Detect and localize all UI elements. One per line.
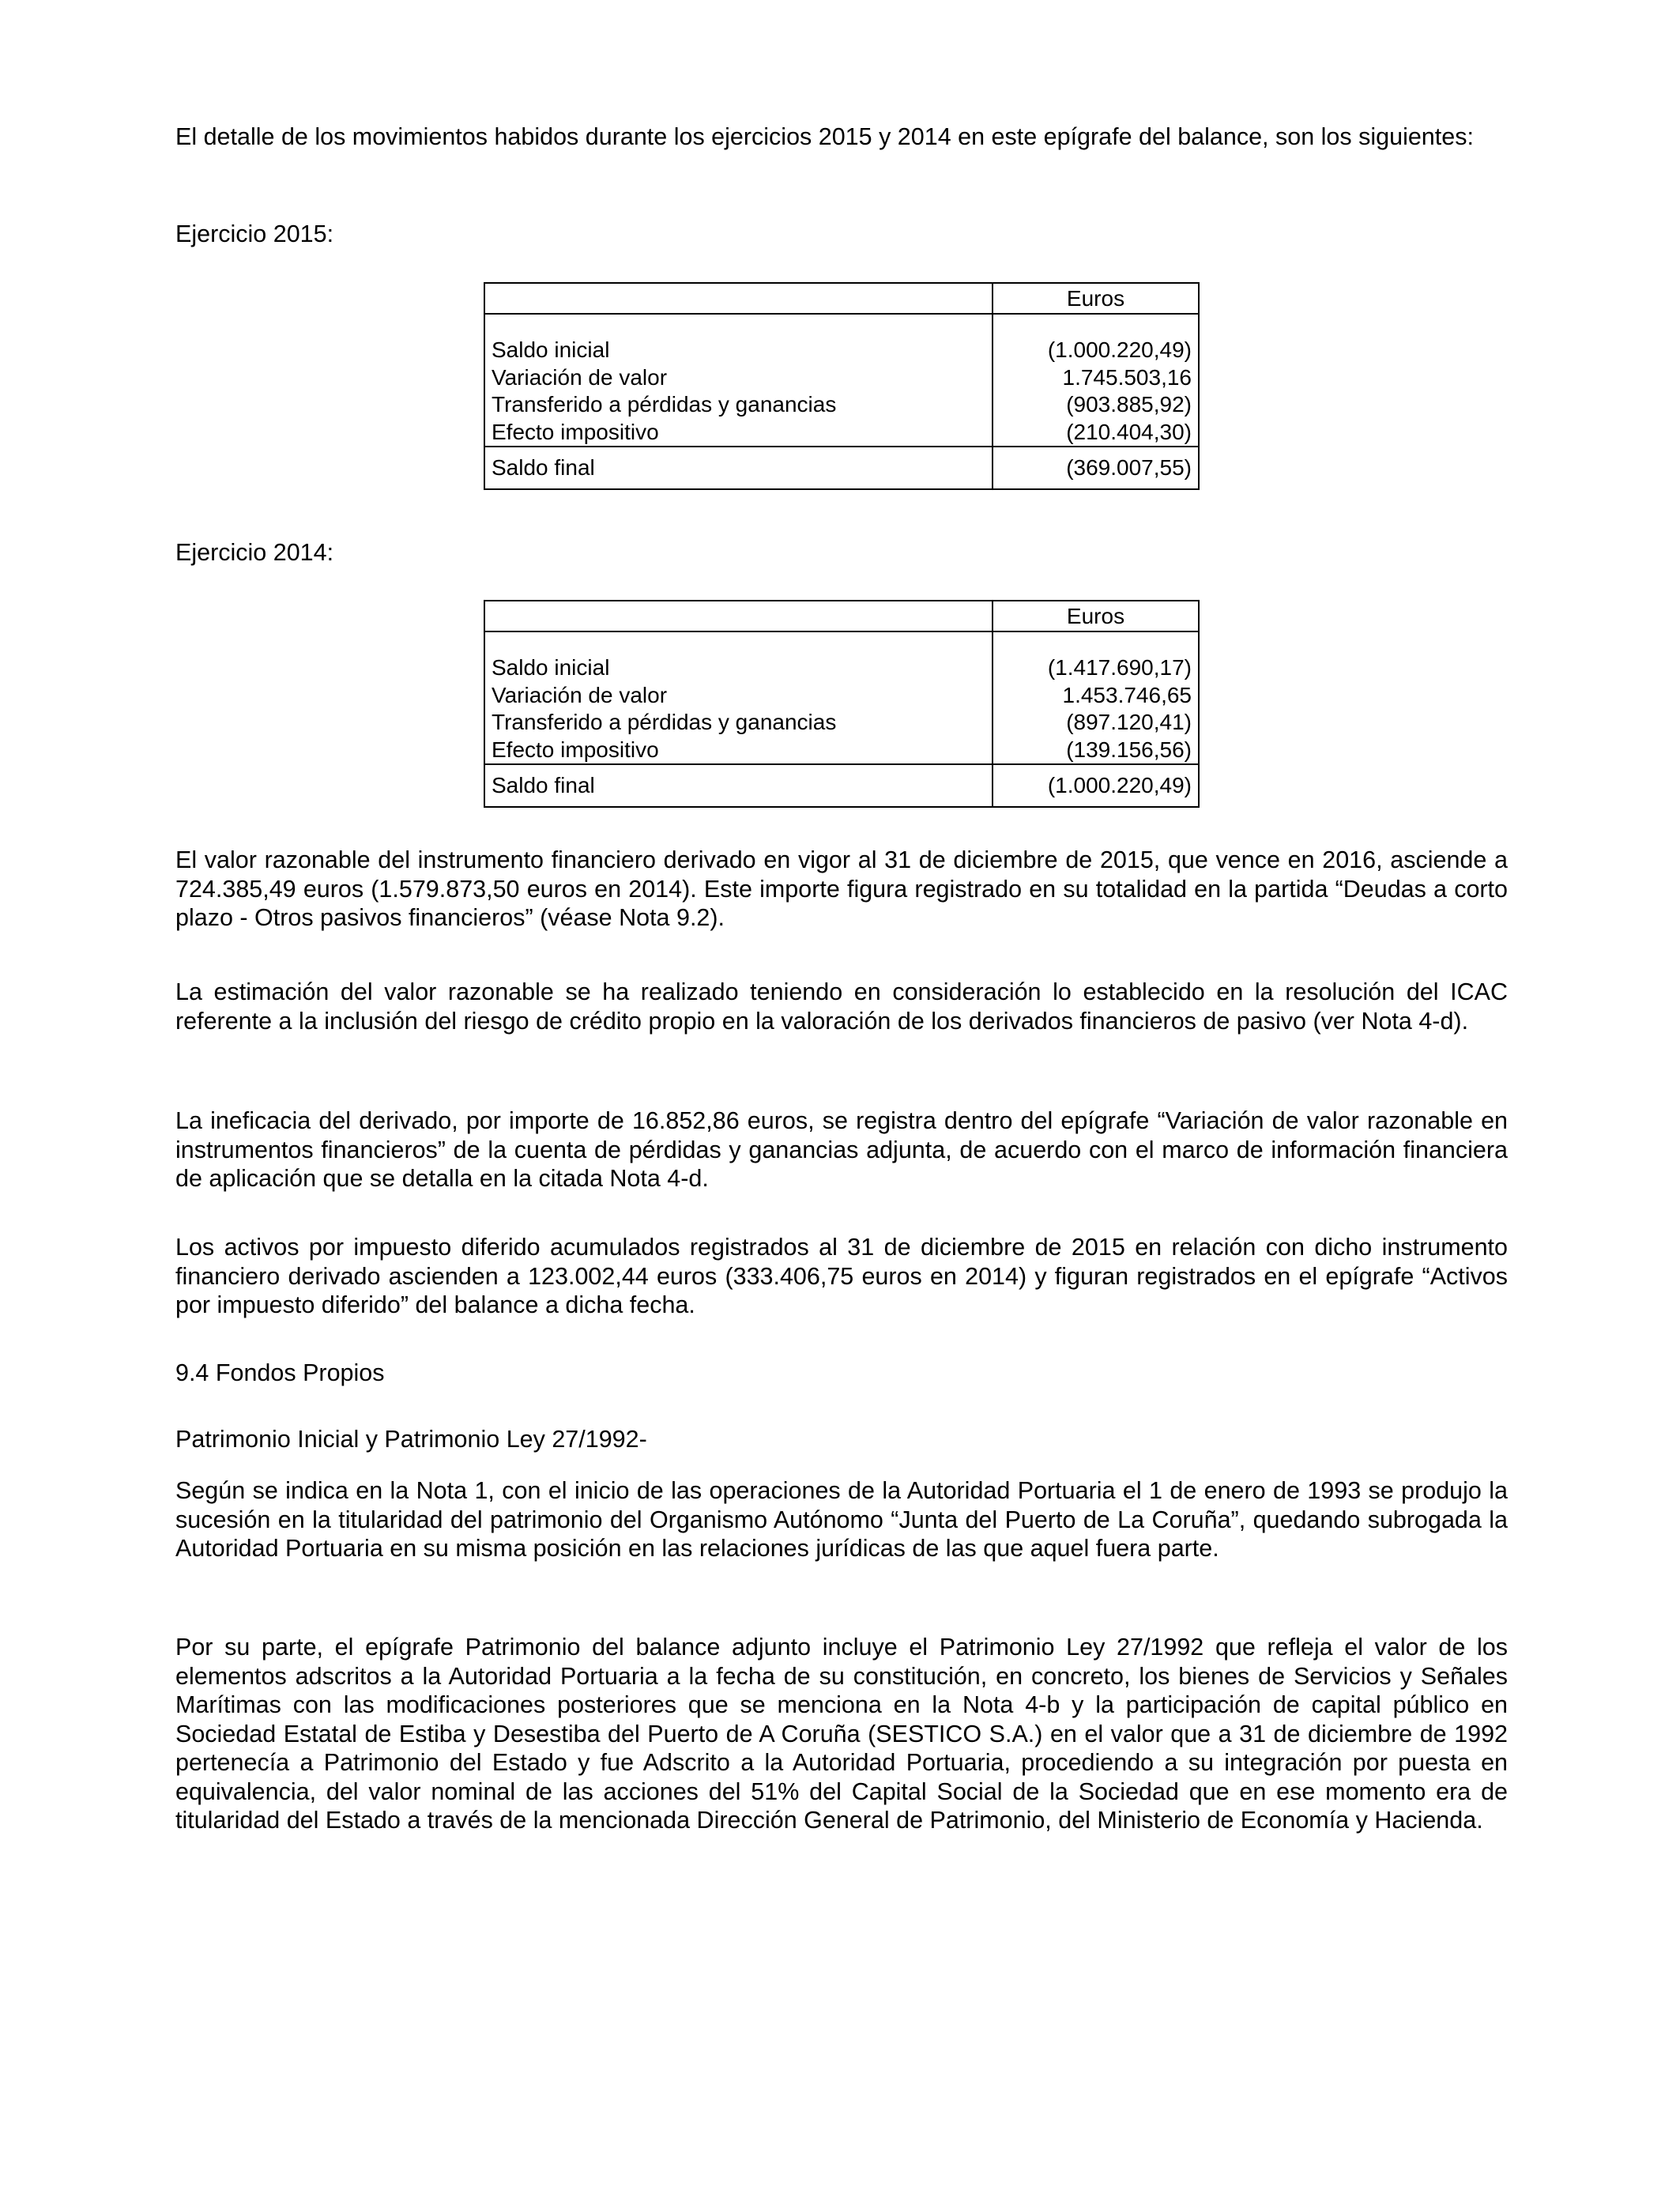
table-header-label-cell [484,601,993,631]
table-final-row [484,447,1199,489]
row-value-variacion-valor: 1.453.746,65 [1062,682,1192,707]
row-value-efecto-impositivo: (210.404,30) [1066,419,1192,444]
final-label-cell: Saldo final [484,764,993,807]
table-header-euros: Euros [993,283,1199,314]
row-value-saldo-inicial: (1.000.220,49) [1047,337,1192,362]
table-body-values [993,314,1199,447]
row-label-variacion-valor: Variación de valor [492,364,668,390]
paragraph-valor-razonable: El valor razonable del instrumento financiero derivado en vigor al 31 de diciembre de 2015, que vence en 2016, asciende a 724.385,49 euros (1.579.873,50 euros en 2014). Este importe figura registrado en su totalidad en la partida “Deudas a corto plazo - Otros pasivos financieros” (véase Nota 9.2). [175,846,1508,931]
row-label-efecto-impositivo: Efecto impositivo [492,737,659,762]
table-header-row [484,283,1199,314]
table-ejercicio-2014 [484,600,1200,808]
final-value-cell: (1.000.220,49) [993,764,1199,807]
row-label-transferido: Transferido a pérdidas y ganancias [492,392,837,417]
table-body-values [993,631,1199,764]
paragraph-activos-impuesto: Los activos por impuesto diferido acumulados registrados al 31 de diciembre de 2015 en relación con dicho instrumento financiero derivado ascienden a 123.002,44 euros (333.406,75 euros en 2014) y figuran registrados en el epígrafe “Activos por impuesto diferido” del balance a dicha fecha. [175,1234,1508,1318]
subsection-title-patrimonio: Patrimonio Inicial y Patrimonio Ley 27/1992- [175,1426,647,1453]
heading-ejercicio-2015: Ejercicio 2015: [175,221,334,247]
table-header-euros: Euros [993,601,1199,631]
table-body-row [484,314,1199,447]
paragraph-estimacion: La estimación del valor razonable se ha realizado teniendo en consideración lo establecido en la resolución del ICAC referente a la inclusión del riesgo de crédito propio en la valoración de los derivados financieros de pasivo (ver Nota 4-d). [175,978,1508,1035]
section-title-fondos-propios: 9.4 Fondos Propios [175,1359,385,1386]
row-value-transferido: (903.885,92) [1066,392,1192,417]
row-value-saldo-inicial: (1.417.690,17) [1047,655,1192,680]
row-label-variacion-valor: Variación de valor [492,682,668,707]
final-value-cell: (369.007,55) [993,447,1199,489]
row-value-transferido: (897.120,41) [1066,710,1192,734]
table-header-label-cell [484,283,993,314]
row-label-transferido: Transferido a pérdidas y ganancias [492,710,837,734]
heading-ejercicio-2014: Ejercicio 2014: [175,539,334,566]
row-value-variacion-valor: 1.745.503,16 [1062,364,1192,390]
paragraph-nota-1: Según se indica en la Nota 1, con el inicio de las operaciones de la Autoridad Portuaria el 1 de enero de 1993 se produjo la sucesión en la titularidad del patrimonio del Organismo Autónomo “Junta del Puerto de La Coruña”, quedando subrogada la Autoridad Portuaria en su misma posición en las relaciones jurídicas de las que aquel fuera parte. [175,1477,1508,1562]
intro-paragraph: El detalle de los movimientos habidos durante los ejercicios 2015 y 2014 en este epígrafe del balance, son los siguientes: [175,123,1474,150]
table-header-row [484,601,1199,631]
table-body-row [484,631,1199,764]
final-label-cell: Saldo final [484,447,993,489]
row-label-saldo-inicial: Saldo inicial [492,337,610,362]
table-ejercicio-2015 [484,282,1200,490]
row-value-efecto-impositivo: (139.156,56) [1066,737,1192,762]
table-body-labels [484,314,993,447]
row-label-saldo-inicial: Saldo inicial [492,655,610,680]
paragraph-ineficacia: La ineficacia del derivado, por importe de 16.852,86 euros, se registra dentro del epígrafe “Variación de valor razonable en instrumentos financieros” de la cuenta de pérdidas y ganancias adjunta, de acuerdo con el marco de información financiera de aplicación que se detalla en la citada Nota 4-d. [175,1107,1508,1192]
table-body-labels [484,631,993,764]
paragraph-patrimonio-ley: Por su parte, el epígrafe Patrimonio del balance adjunto incluye el Patrimonio Ley 27/1992 que refleja el valor de los elementos adscritos a la Autoridad Portuaria a la fecha de su constitución, en concreto, los bienes de Servicios y Señales Marítimas con las modificaciones posteriores que se menciona en la Nota 4-b y la participación de capital público en Sociedad Estatal de Estiba y Desestiba del Puerto de A Coruña (SESTICO S.A.) en el valor que a 31 de diciembre de 1992 pertenecía a Patrimonio del Estado y fue Adscrito a la Autoridad Portuaria, procediendo a su integración por puesta en equivalencia, del valor nominal de las acciones del 51% del Capital Social de la Sociedad que en ese momento era de titularidad del Estado a través de la mencionada Dirección General de Patrimonio, del Ministerio de Economía y Hacienda. [175,1634,1508,1834]
table-final-row [484,764,1199,807]
row-label-efecto-impositivo: Efecto impositivo [492,419,659,444]
